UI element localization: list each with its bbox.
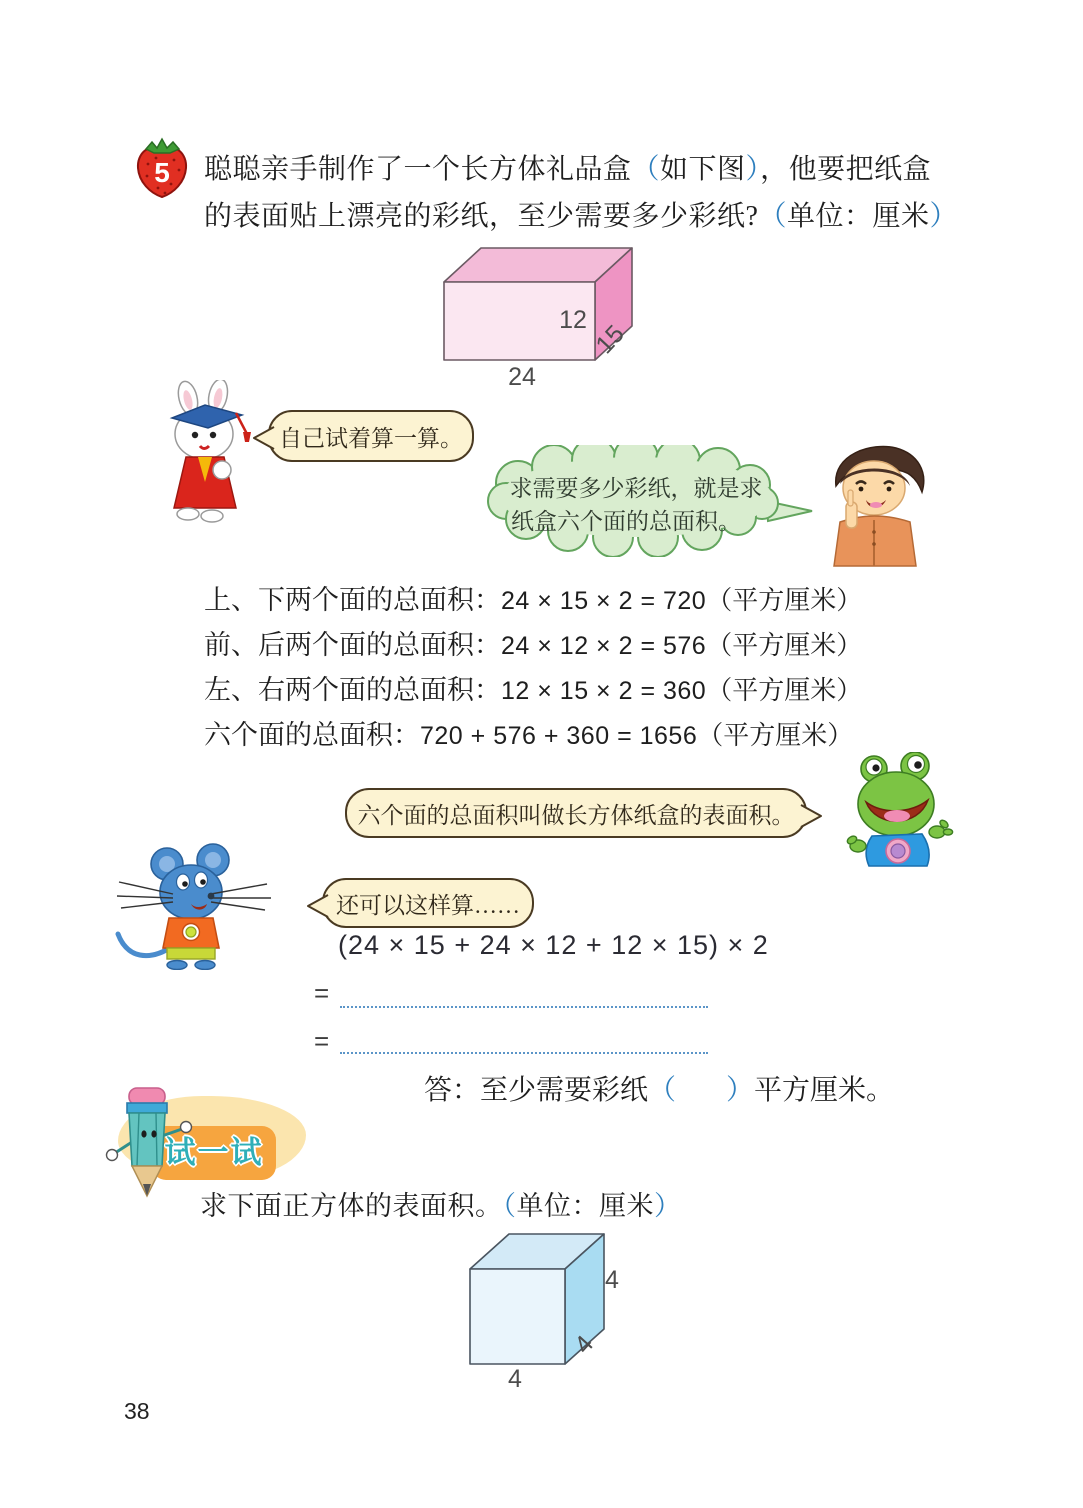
try-banner-label: 试一试 <box>164 1135 264 1170</box>
solution-line-left-right <box>204 668 904 713</box>
solution-unit: （平方厘米） <box>706 676 863 705</box>
cloud-bubble-line1: 求需要多少彩纸，就是求 <box>509 476 763 501</box>
bubble-tail-icon <box>251 425 275 451</box>
frog-bubble-text: 六个面的总面积叫做长方体纸盒的表面积。 <box>357 802 795 828</box>
answer-label: 答：至少需要彩纸 <box>424 1075 649 1106</box>
paren-open: （ <box>502 1191 517 1221</box>
solution-steps <box>204 578 904 758</box>
box-depth-label: 15 <box>590 319 630 360</box>
answer-blank-line-2[interactable] <box>340 1050 708 1054</box>
problem-line1-note: 如下图 <box>660 154 746 185</box>
frog-character-illustration <box>836 752 956 872</box>
paren-close: ） <box>654 1191 682 1221</box>
problem-line2-note: 单位：厘米 <box>786 201 930 232</box>
cube-height-label: 4 <box>605 1266 619 1294</box>
mouse-speech-bubble <box>322 878 534 928</box>
cube-width-label: 4 <box>508 1365 522 1393</box>
paren-close: ） <box>745 154 761 185</box>
try-instruction <box>200 1184 682 1223</box>
solution-line-top-bottom <box>204 578 904 623</box>
strawberry-badge-icon <box>134 136 190 200</box>
mouse-character-illustration <box>115 838 310 970</box>
paren-open: （ <box>631 154 661 185</box>
solution-label: 六个面的总面积： <box>204 720 420 750</box>
solution-unit: （平方厘米） <box>697 721 854 750</box>
equals-sign-1: = <box>314 978 330 1008</box>
solution-label: 前、后两个面的总面积： <box>204 630 501 660</box>
problem-line1-tail: ，他要把纸盒 <box>760 154 932 185</box>
rabbit-character-illustration <box>152 380 267 528</box>
cube-figure <box>452 1222 652 1402</box>
page-number: 38 <box>124 1398 150 1424</box>
cloud-speech-bubble <box>478 445 826 557</box>
solution-label: 左、右两个面的总面积： <box>204 675 501 705</box>
bubble-tail-icon <box>305 893 329 919</box>
rabbit-bubble-text: 自己试着算一算。 <box>279 425 463 451</box>
pencil-character-illustration <box>102 1086 197 1198</box>
frog-speech-bubble <box>345 788 807 838</box>
solution-expression: 720 + 576 + 360 = 1656 <box>420 722 698 750</box>
problem-line2-text: 的表面贴上漂亮的彩纸，至少需要多少彩纸? <box>204 201 759 232</box>
solution-line-front-back <box>204 623 904 668</box>
solution-expression: 24 × 12 × 2 = 576 <box>501 632 707 660</box>
solution-expression: 24 × 15 × 2 = 720 <box>501 587 707 615</box>
alternative-formula: (24 × 15 + 24 × 12 + 12 × 15) × 2 <box>338 930 769 960</box>
cube-depth-label: 4 <box>568 1330 600 1360</box>
equals-sign-2: = <box>314 1026 330 1056</box>
rabbit-speech-bubble <box>268 410 474 462</box>
paren-open: （ <box>648 1075 677 1106</box>
boy-character-illustration <box>810 440 940 568</box>
problem-number: 5 <box>154 157 170 188</box>
answer-unit: 平方厘米。 <box>754 1075 895 1106</box>
solution-expression: 12 × 15 × 2 = 360 <box>501 677 707 705</box>
cuboid-box-figure <box>436 242 666 397</box>
problem-statement <box>204 146 994 240</box>
solution-unit: （平方厘米） <box>706 586 863 615</box>
paren-close: ） <box>726 1075 755 1106</box>
paren-open: （ <box>758 201 787 232</box>
cloud-bubble-line2: 纸盒六个面的总面积。 <box>511 509 741 534</box>
problem-line1-text: 聪聪亲手制作了一个长方体礼品盒 <box>204 154 632 185</box>
solution-line-total <box>204 713 904 758</box>
paren-close: ） <box>929 201 958 232</box>
mouse-bubble-text: 还可以这样算…… <box>336 892 520 918</box>
try-instruction-text: 求下面正方体的表面积。 <box>200 1191 503 1221</box>
answer-blank-line-1[interactable] <box>340 1004 708 1008</box>
box-width-label: 24 <box>508 363 536 391</box>
box-height-label: 12 <box>559 306 587 334</box>
solution-unit: （平方厘米） <box>706 631 863 660</box>
try-instruction-note: 单位：厘米 <box>516 1191 654 1221</box>
solution-label: 上、下两个面的总面积： <box>204 585 501 615</box>
bubble-tail-icon <box>800 803 824 829</box>
answer-sentence <box>424 1068 894 1108</box>
